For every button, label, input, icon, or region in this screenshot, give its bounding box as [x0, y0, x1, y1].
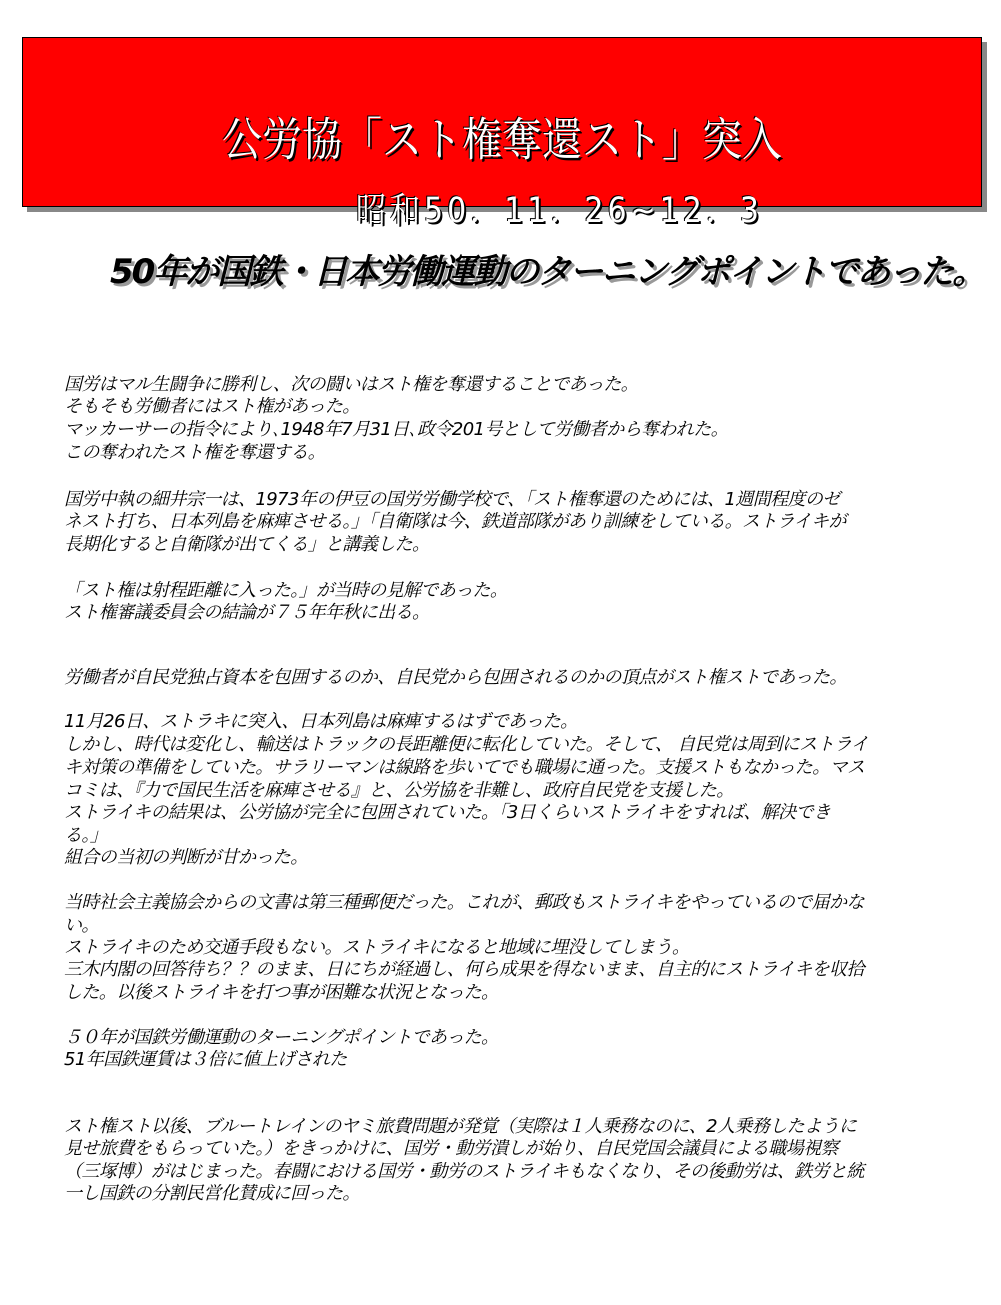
text-line: 長期化すると自衛隊が出てくる」と講義した。: [64, 534, 430, 555]
text-line: ５０年が国鉄労働運動のターニングポイントであった。: [64, 1027, 499, 1048]
text-line: コミは、『力で国民生活を麻痺させる』と、公労協を非難し、政府自民党を支援した。: [64, 780, 734, 801]
text-line: ストライキのため交通手段もない。ストライキになると地域に埋没してしまう。: [64, 937, 690, 958]
text-line: 51年国鉄運賃は３倍に値上げされた: [64, 1049, 347, 1070]
text-line: スト権審議委員会の結論が７５年年秋に出る。: [64, 602, 430, 623]
text-line: 11月26日、ストラキに突入、日本列島は麻痺するはずであった。: [64, 711, 578, 732]
text-line: キ対策の準備をしていた。サラリーマンは線路を歩いてでも職場に通った。支援ストもなかった。マス: [64, 757, 865, 778]
text-line: い。: [64, 915, 99, 936]
text-line: 当時社会主義協会からの文書は第三種郵便だった。これが、郵政もストライキをやっているので届かな: [64, 892, 864, 913]
banner-date: 昭和50．11．26~12．3: [356, 190, 763, 232]
text-line: （三塚博）がはじまった。春闘における国労・動労のストライキもなくなり、その後動労は、鉄労と統: [64, 1161, 864, 1182]
text-line: 「スト権は射程距離に入った。」が当時の見解であった。: [64, 580, 508, 601]
text-line: る。」: [64, 825, 108, 846]
text-line: 組合の当初の判断が甘かった。: [64, 847, 308, 868]
headline: 50年が国鉄・日本労働運動のターニングポイントであった。: [110, 252, 985, 292]
text-line: 一し国鉄の分割民営化賛成に回った。: [64, 1183, 360, 1204]
text-line: ネスト打ち、日本列島を麻痺させる。」「自衛隊は今、鉄道部隊があり訓練をしている。ストライキが: [64, 511, 846, 532]
text-line: 労働者が自民党独占資本を包囲するのか、自民党から包囲されるのかの頂点がスト権ストであった。: [64, 667, 847, 688]
text-line: 見せ旅費をもらっていた。）をきっかけに、国労・動労潰しが始り、自民党国会議員による職場視察: [64, 1138, 838, 1159]
text-line: そもそも労働者にはスト権があった。: [64, 396, 360, 417]
text-line: した。以後ストライキを打つ事が困難な状況となった。: [64, 982, 499, 1003]
text-line: 国労はマル生闘争に勝利し、次の闘いはスト権を奪還することであった。: [64, 374, 639, 395]
text-line: この奪われたスト権を奪還する。: [64, 442, 325, 463]
text-line: マッカーサーの指令により､1948年7月31日､政令201号として労働者から奪われた。: [64, 419, 728, 440]
text-line: 三木内閣の回答待ち？？のまま、日にちが経過し、何ら成果を得ないまま、自主的にストライキを収拾: [64, 959, 864, 980]
title-banner: [22, 37, 982, 232]
text-line: ストライキの結果は、公労協が完全に包囲されていた。「3日くらいストライキをすれば、解決でき: [64, 802, 831, 823]
text-line: スト権スト以後、ブルートレインのヤミ旅費問題が発覚（実際は１人乗務なのに、2人乗務したように: [64, 1116, 857, 1137]
banner-title: 公労協「スト権奪還スト」突入: [222, 114, 782, 167]
text-line: しかし、時代は変化し、輸送はトラックの長距離便に転化していた。そして、 自民党は周到にストライ: [64, 734, 869, 755]
text-line: 国労中執の細井宗一は、1973年の伊豆の国労労働学校で、「スト権奪還のためには、1週間程度のゼ: [64, 489, 840, 510]
